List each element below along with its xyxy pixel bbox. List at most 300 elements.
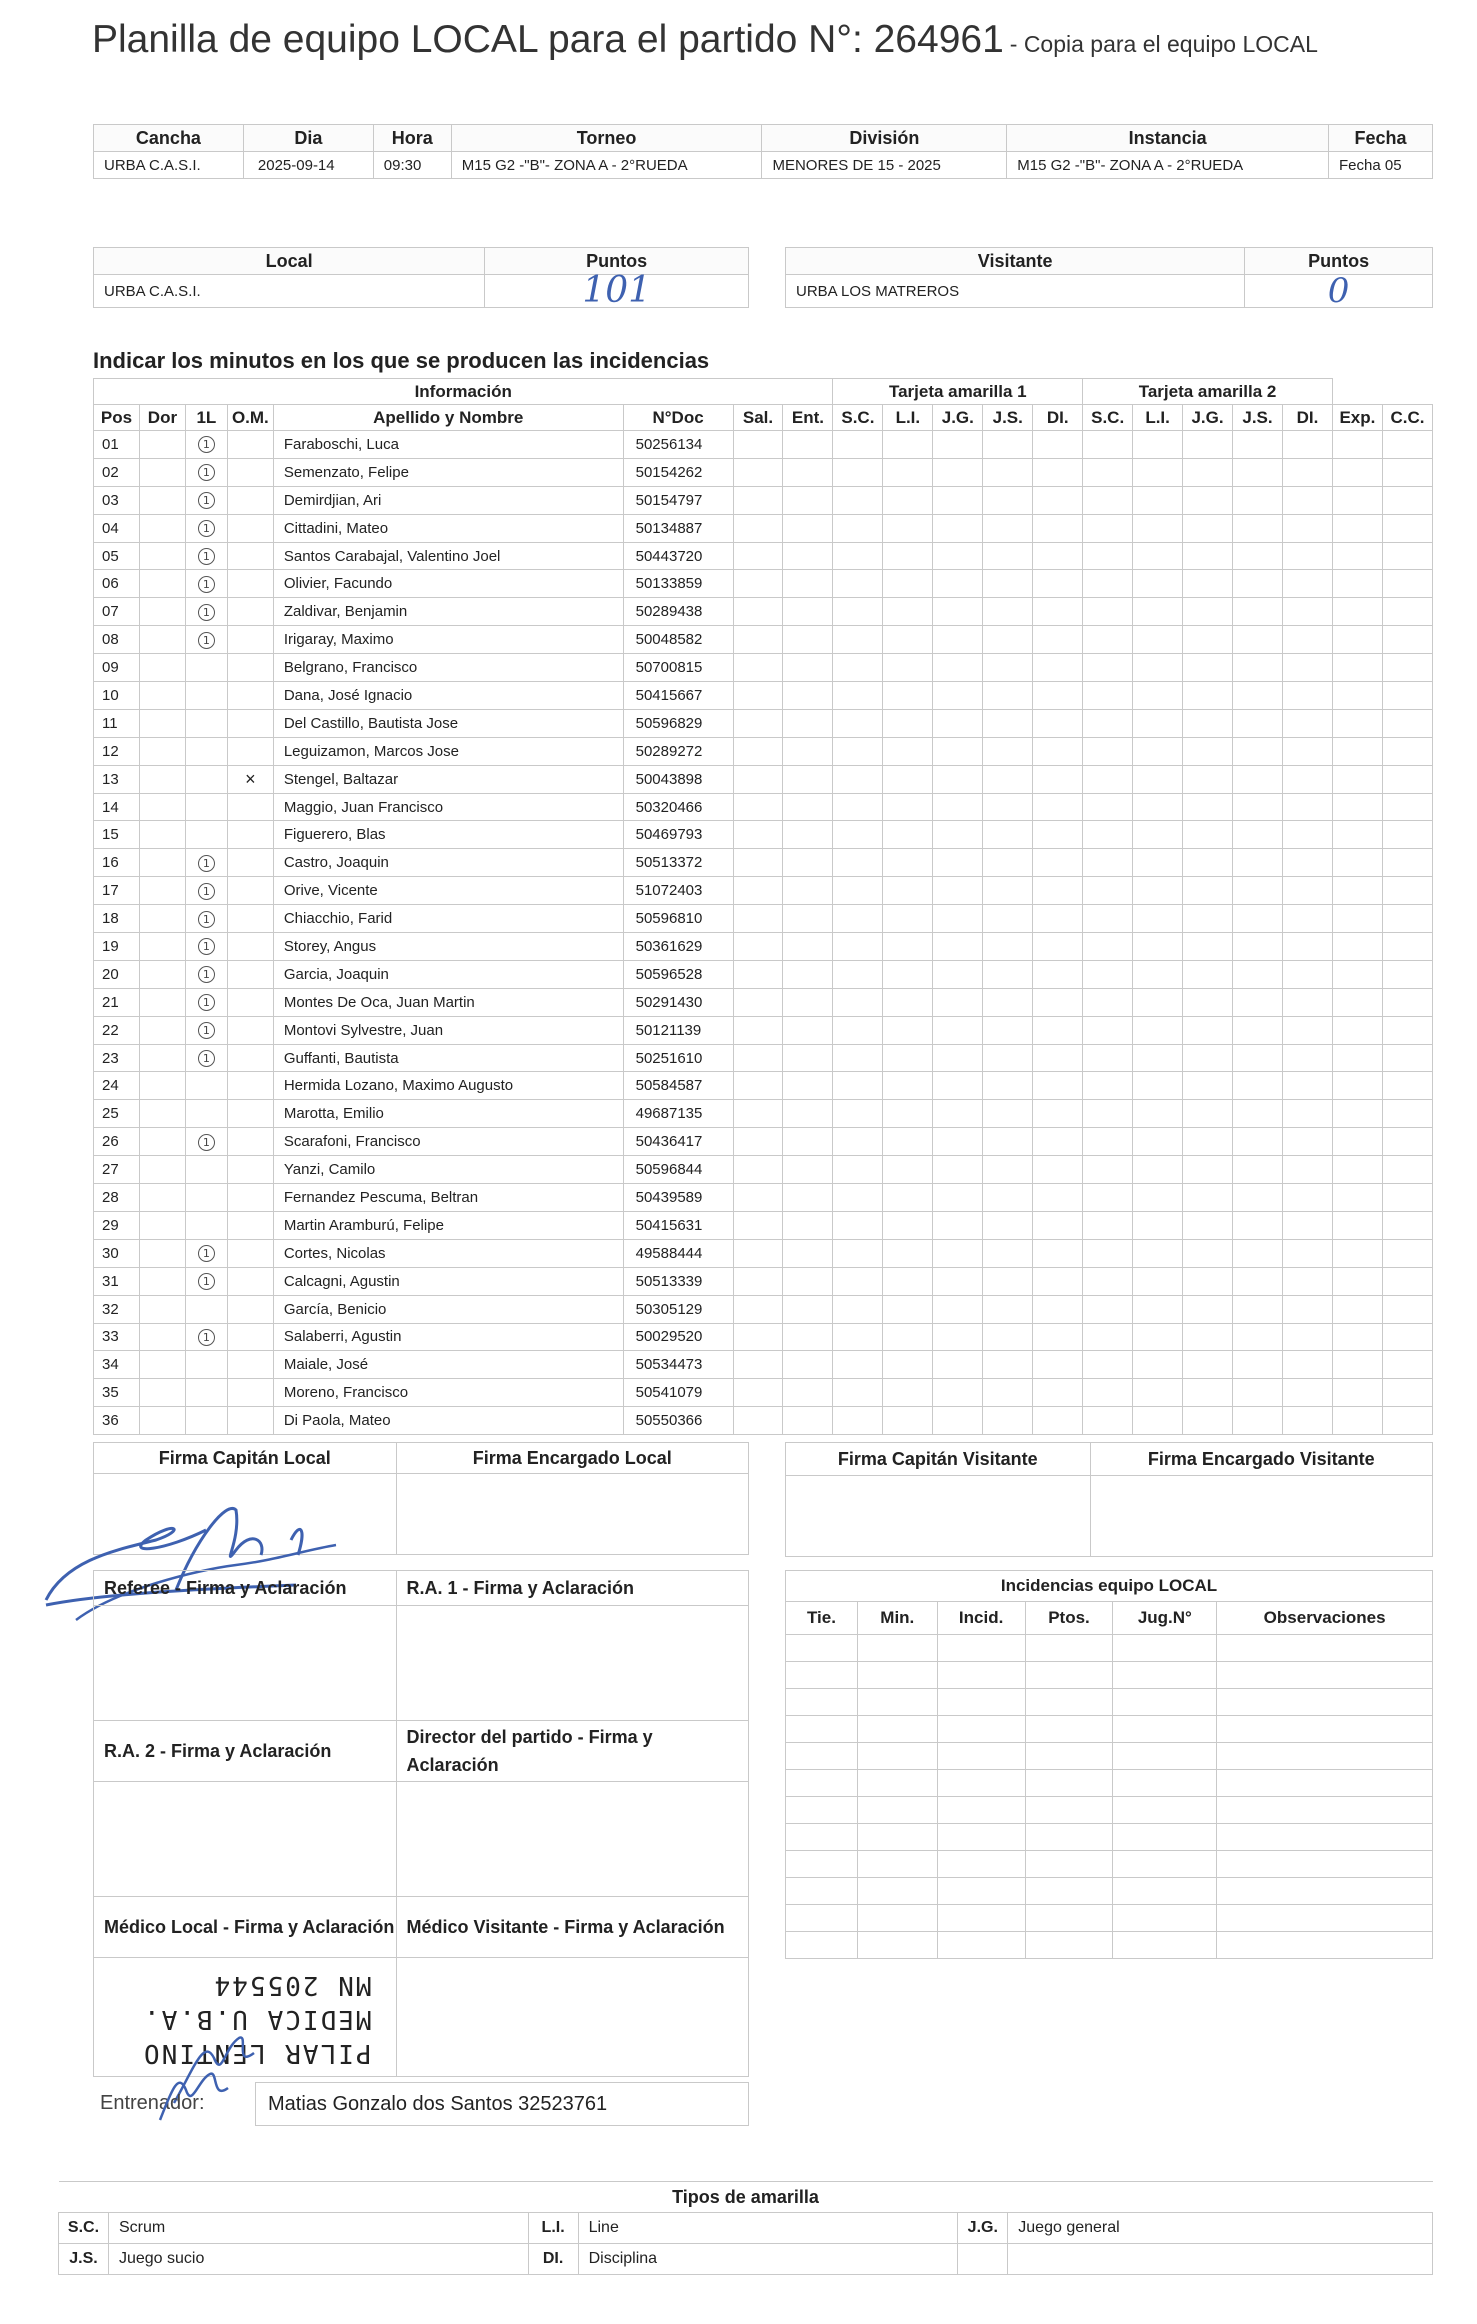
incident-cell[interactable] — [733, 849, 783, 877]
incident-cell[interactable] — [1133, 1407, 1183, 1435]
incident-cell[interactable] — [783, 1184, 833, 1212]
player-dor[interactable] — [139, 877, 185, 905]
capitan-visitante-signature-box[interactable] — [786, 1476, 1091, 1557]
incident-cell[interactable] — [1033, 542, 1083, 570]
incident-cell[interactable] — [1133, 1100, 1183, 1128]
incident-cell[interactable] — [1233, 1016, 1283, 1044]
incident-cell[interactable] — [1083, 514, 1133, 542]
incident-cell[interactable] — [833, 793, 883, 821]
incident-cell[interactable] — [1332, 765, 1382, 793]
incident-cell[interactable] — [1183, 821, 1233, 849]
incident-cell[interactable] — [1332, 626, 1382, 654]
player-first-line[interactable] — [185, 765, 227, 793]
incident-cell[interactable] — [1033, 1016, 1083, 1044]
player-dor[interactable] — [139, 1100, 185, 1128]
incident-cell[interactable] — [1183, 654, 1233, 682]
incident-cell[interactable] — [1382, 1295, 1432, 1323]
incident-cell[interactable] — [883, 793, 933, 821]
incident-cell[interactable] — [783, 570, 833, 598]
incident-cell[interactable] — [1033, 431, 1083, 459]
incident-cell[interactable] — [733, 1072, 783, 1100]
incident-cell[interactable] — [1033, 1100, 1083, 1128]
incident-cell[interactable] — [833, 849, 883, 877]
incident-cell[interactable] — [983, 1407, 1033, 1435]
incident-cell[interactable] — [833, 988, 883, 1016]
incident-cell[interactable] — [733, 821, 783, 849]
incident-cell[interactable] — [983, 933, 1033, 961]
incident-cell[interactable] — [1033, 1072, 1083, 1100]
incident-cell[interactable] — [1183, 682, 1233, 710]
incident-cell[interactable] — [1282, 431, 1332, 459]
incidencia-cell[interactable] — [786, 1824, 858, 1851]
incident-cell[interactable] — [1083, 1295, 1133, 1323]
incident-cell[interactable] — [1233, 1156, 1283, 1184]
incidencia-cell[interactable] — [1025, 1905, 1113, 1932]
incident-cell[interactable] — [1332, 1239, 1382, 1267]
incident-cell[interactable] — [1332, 570, 1382, 598]
incident-cell[interactable] — [1183, 1016, 1233, 1044]
incident-cell[interactable] — [933, 431, 983, 459]
incident-cell[interactable] — [933, 1016, 983, 1044]
incident-cell[interactable] — [983, 877, 1033, 905]
incident-cell[interactable] — [883, 905, 933, 933]
incidencia-cell[interactable] — [1217, 1635, 1433, 1662]
incidencia-cell[interactable] — [786, 1716, 858, 1743]
incident-cell[interactable] — [933, 570, 983, 598]
incident-cell[interactable] — [1133, 905, 1183, 933]
incident-cell[interactable] — [1033, 654, 1083, 682]
incident-cell[interactable] — [1083, 458, 1133, 486]
incident-cell[interactable] — [1233, 905, 1283, 933]
incident-cell[interactable] — [833, 1044, 883, 1072]
incident-cell[interactable] — [1382, 1072, 1432, 1100]
player-dor[interactable] — [139, 1267, 185, 1295]
incident-cell[interactable] — [983, 1128, 1033, 1156]
incident-cell[interactable] — [1033, 486, 1083, 514]
incident-cell[interactable] — [1133, 542, 1183, 570]
incident-cell[interactable] — [933, 598, 983, 626]
incident-cell[interactable] — [983, 737, 1033, 765]
incident-cell[interactable] — [1282, 709, 1332, 737]
incident-cell[interactable] — [1183, 1379, 1233, 1407]
incident-cell[interactable] — [983, 709, 1033, 737]
incident-cell[interactable] — [733, 514, 783, 542]
player-om[interactable] — [227, 821, 273, 849]
incident-cell[interactable] — [1282, 486, 1332, 514]
incidencia-cell[interactable] — [1025, 1797, 1113, 1824]
player-dor[interactable] — [139, 709, 185, 737]
player-dor[interactable] — [139, 1323, 185, 1351]
player-first-line[interactable] — [185, 1267, 227, 1295]
incident-cell[interactable] — [1183, 570, 1233, 598]
incidencia-cell[interactable] — [1025, 1689, 1113, 1716]
incident-cell[interactable] — [783, 1016, 833, 1044]
incidencia-cell[interactable] — [786, 1932, 858, 1959]
incident-cell[interactable] — [1382, 486, 1432, 514]
player-om[interactable] — [227, 988, 273, 1016]
incident-cell[interactable] — [733, 486, 783, 514]
incident-cell[interactable] — [1133, 933, 1183, 961]
incident-cell[interactable] — [1183, 1239, 1233, 1267]
incident-cell[interactable] — [833, 1295, 883, 1323]
player-dor[interactable] — [139, 1211, 185, 1239]
incident-cell[interactable] — [1282, 793, 1332, 821]
incident-cell[interactable] — [883, 570, 933, 598]
incident-cell[interactable] — [833, 1016, 883, 1044]
incident-cell[interactable] — [1133, 709, 1183, 737]
incident-cell[interactable] — [733, 765, 783, 793]
incident-cell[interactable] — [1183, 1351, 1233, 1379]
incident-cell[interactable] — [733, 933, 783, 961]
incident-cell[interactable] — [1233, 570, 1283, 598]
incident-cell[interactable] — [1083, 598, 1133, 626]
incident-cell[interactable] — [1133, 849, 1183, 877]
player-first-line[interactable] — [185, 737, 227, 765]
incident-cell[interactable] — [1133, 1351, 1183, 1379]
incident-cell[interactable] — [983, 1072, 1033, 1100]
incident-cell[interactable] — [1033, 1211, 1083, 1239]
incident-cell[interactable] — [833, 1239, 883, 1267]
player-om[interactable] — [227, 458, 273, 486]
incident-cell[interactable] — [1183, 626, 1233, 654]
incidencia-cell[interactable] — [1217, 1824, 1433, 1851]
incident-cell[interactable] — [1382, 1016, 1432, 1044]
incident-cell[interactable] — [983, 431, 1033, 459]
incidencia-cell[interactable] — [1025, 1932, 1113, 1959]
incident-cell[interactable] — [733, 654, 783, 682]
incident-cell[interactable] — [1133, 570, 1183, 598]
incident-cell[interactable] — [1332, 988, 1382, 1016]
incident-cell[interactable] — [733, 1156, 783, 1184]
incident-cell[interactable] — [883, 737, 933, 765]
incident-cell[interactable] — [1282, 1351, 1332, 1379]
incident-cell[interactable] — [783, 542, 833, 570]
incident-cell[interactable] — [1382, 1379, 1432, 1407]
player-dor[interactable] — [139, 988, 185, 1016]
player-om[interactable] — [227, 570, 273, 598]
incident-cell[interactable] — [833, 1072, 883, 1100]
incident-cell[interactable] — [1233, 709, 1283, 737]
incidencia-cell[interactable] — [857, 1662, 937, 1689]
incident-cell[interactable] — [983, 1323, 1033, 1351]
incident-cell[interactable] — [1133, 988, 1183, 1016]
player-first-line[interactable] — [185, 960, 227, 988]
player-om[interactable] — [227, 1184, 273, 1212]
incident-cell[interactable] — [733, 988, 783, 1016]
incident-cell[interactable] — [783, 709, 833, 737]
incident-cell[interactable] — [733, 431, 783, 459]
incident-cell[interactable] — [733, 598, 783, 626]
incident-cell[interactable] — [783, 598, 833, 626]
player-om[interactable] — [227, 1407, 273, 1435]
incidencia-cell[interactable] — [1217, 1905, 1433, 1932]
incident-cell[interactable] — [833, 1267, 883, 1295]
incident-cell[interactable] — [983, 1044, 1033, 1072]
incident-cell[interactable] — [1033, 1323, 1083, 1351]
incident-cell[interactable] — [833, 542, 883, 570]
incidencia-cell[interactable] — [786, 1905, 858, 1932]
player-om[interactable] — [227, 431, 273, 459]
incident-cell[interactable] — [1133, 626, 1183, 654]
incident-cell[interactable] — [933, 654, 983, 682]
encargado-visitante-signature-box[interactable] — [1090, 1476, 1432, 1557]
incident-cell[interactable] — [1382, 849, 1432, 877]
incident-cell[interactable] — [1033, 1407, 1083, 1435]
player-dor[interactable] — [139, 626, 185, 654]
incident-cell[interactable] — [733, 1239, 783, 1267]
player-dor[interactable] — [139, 431, 185, 459]
incident-cell[interactable] — [933, 1044, 983, 1072]
incident-cell[interactable] — [1083, 933, 1133, 961]
incident-cell[interactable] — [1332, 960, 1382, 988]
incident-cell[interactable] — [1183, 458, 1233, 486]
incident-cell[interactable] — [1382, 598, 1432, 626]
incident-cell[interactable] — [1133, 1016, 1183, 1044]
player-first-line[interactable] — [185, 626, 227, 654]
incident-cell[interactable] — [1282, 1211, 1332, 1239]
incident-cell[interactable] — [1083, 821, 1133, 849]
incident-cell[interactable] — [1183, 765, 1233, 793]
incident-cell[interactable] — [1282, 1100, 1332, 1128]
player-first-line[interactable] — [185, 1044, 227, 1072]
incident-cell[interactable] — [1033, 458, 1083, 486]
incidencia-cell[interactable] — [1113, 1824, 1217, 1851]
incident-cell[interactable] — [1033, 1156, 1083, 1184]
incidencia-cell[interactable] — [857, 1905, 937, 1932]
incident-cell[interactable] — [1233, 1184, 1283, 1212]
incident-cell[interactable] — [1133, 1072, 1183, 1100]
incident-cell[interactable] — [1083, 709, 1133, 737]
incident-cell[interactable] — [783, 458, 833, 486]
incident-cell[interactable] — [1033, 737, 1083, 765]
incident-cell[interactable] — [833, 709, 883, 737]
incident-cell[interactable] — [1332, 1267, 1382, 1295]
incident-cell[interactable] — [783, 1100, 833, 1128]
player-dor[interactable] — [139, 905, 185, 933]
incidencia-cell[interactable] — [786, 1770, 858, 1797]
incident-cell[interactable] — [833, 570, 883, 598]
incident-cell[interactable] — [983, 486, 1033, 514]
incident-cell[interactable] — [1233, 1044, 1283, 1072]
incident-cell[interactable] — [733, 877, 783, 905]
incident-cell[interactable] — [1282, 1295, 1332, 1323]
incident-cell[interactable] — [933, 1295, 983, 1323]
incident-cell[interactable] — [1133, 1184, 1183, 1212]
incident-cell[interactable] — [933, 626, 983, 654]
incidencia-cell[interactable] — [937, 1905, 1025, 1932]
incident-cell[interactable] — [1033, 626, 1083, 654]
incident-cell[interactable] — [933, 1156, 983, 1184]
player-first-line[interactable] — [185, 1072, 227, 1100]
incidencia-cell[interactable] — [857, 1878, 937, 1905]
incident-cell[interactable] — [1033, 821, 1083, 849]
incident-cell[interactable] — [1183, 1100, 1233, 1128]
incident-cell[interactable] — [833, 821, 883, 849]
player-om[interactable] — [227, 682, 273, 710]
incident-cell[interactable] — [1382, 542, 1432, 570]
incident-cell[interactable] — [1133, 765, 1183, 793]
incident-cell[interactable] — [1133, 793, 1183, 821]
player-first-line[interactable] — [185, 1156, 227, 1184]
incident-cell[interactable] — [733, 1407, 783, 1435]
incident-cell[interactable] — [1083, 1016, 1133, 1044]
incident-cell[interactable] — [1033, 988, 1083, 1016]
incident-cell[interactable] — [1282, 1072, 1332, 1100]
incident-cell[interactable] — [733, 709, 783, 737]
incident-cell[interactable] — [1382, 1128, 1432, 1156]
incident-cell[interactable] — [1033, 598, 1083, 626]
player-om[interactable] — [227, 849, 273, 877]
incidencia-cell[interactable] — [857, 1743, 937, 1770]
incident-cell[interactable] — [833, 514, 883, 542]
incident-cell[interactable] — [833, 877, 883, 905]
incident-cell[interactable] — [1083, 1128, 1133, 1156]
incidencia-cell[interactable] — [857, 1689, 937, 1716]
player-dor[interactable] — [139, 1044, 185, 1072]
incident-cell[interactable] — [1083, 654, 1133, 682]
incident-cell[interactable] — [1382, 793, 1432, 821]
incident-cell[interactable] — [983, 793, 1033, 821]
incident-cell[interactable] — [833, 1184, 883, 1212]
incident-cell[interactable] — [783, 1239, 833, 1267]
player-first-line[interactable] — [185, 458, 227, 486]
player-om[interactable] — [227, 1379, 273, 1407]
player-dor[interactable] — [139, 514, 185, 542]
player-dor[interactable] — [139, 765, 185, 793]
player-om[interactable] — [227, 514, 273, 542]
incident-cell[interactable] — [983, 988, 1033, 1016]
player-om[interactable] — [227, 905, 273, 933]
incident-cell[interactable] — [933, 514, 983, 542]
incident-cell[interactable] — [933, 793, 983, 821]
incident-cell[interactable] — [733, 1100, 783, 1128]
incident-cell[interactable] — [883, 1072, 933, 1100]
incident-cell[interactable] — [1282, 849, 1332, 877]
incident-cell[interactable] — [1332, 1156, 1382, 1184]
incident-cell[interactable] — [933, 709, 983, 737]
incident-cell[interactable] — [1233, 1239, 1283, 1267]
incident-cell[interactable] — [1332, 1211, 1382, 1239]
incident-cell[interactable] — [1282, 765, 1332, 793]
incident-cell[interactable] — [883, 1407, 933, 1435]
incident-cell[interactable] — [1233, 598, 1283, 626]
incident-cell[interactable] — [883, 1100, 933, 1128]
incident-cell[interactable] — [783, 1295, 833, 1323]
incident-cell[interactable] — [933, 1407, 983, 1435]
incidencia-cell[interactable] — [937, 1797, 1025, 1824]
incident-cell[interactable] — [783, 1128, 833, 1156]
incident-cell[interactable] — [1083, 431, 1133, 459]
incident-cell[interactable] — [1282, 626, 1332, 654]
incident-cell[interactable] — [1382, 1044, 1432, 1072]
incident-cell[interactable] — [1282, 905, 1332, 933]
incidencia-cell[interactable] — [786, 1689, 858, 1716]
incident-cell[interactable] — [1083, 1184, 1133, 1212]
incident-cell[interactable] — [983, 458, 1033, 486]
incident-cell[interactable] — [1382, 1211, 1432, 1239]
incident-cell[interactable] — [1332, 458, 1382, 486]
incident-cell[interactable] — [1233, 877, 1283, 905]
incident-cell[interactable] — [1133, 431, 1183, 459]
incident-cell[interactable] — [1282, 1016, 1332, 1044]
incidencia-cell[interactable] — [786, 1743, 858, 1770]
incident-cell[interactable] — [1083, 737, 1133, 765]
incident-cell[interactable] — [1382, 431, 1432, 459]
incident-cell[interactable] — [733, 1323, 783, 1351]
incident-cell[interactable] — [733, 737, 783, 765]
incident-cell[interactable] — [1233, 849, 1283, 877]
incident-cell[interactable] — [833, 1323, 883, 1351]
incident-cell[interactable] — [1033, 1351, 1083, 1379]
incident-cell[interactable] — [1282, 988, 1332, 1016]
player-om[interactable] — [227, 1351, 273, 1379]
incident-cell[interactable] — [883, 933, 933, 961]
incident-cell[interactable] — [833, 933, 883, 961]
player-first-line[interactable] — [185, 1407, 227, 1435]
incident-cell[interactable] — [733, 1128, 783, 1156]
incidencia-cell[interactable] — [1113, 1878, 1217, 1905]
incident-cell[interactable] — [1233, 1379, 1283, 1407]
incident-cell[interactable] — [983, 1184, 1033, 1212]
capitan-local-signature-box[interactable] — [94, 1474, 397, 1555]
incident-cell[interactable] — [1133, 458, 1183, 486]
incident-cell[interactable] — [1183, 542, 1233, 570]
incident-cell[interactable] — [983, 542, 1033, 570]
incident-cell[interactable] — [783, 960, 833, 988]
player-om[interactable] — [227, 1044, 273, 1072]
incident-cell[interactable] — [1233, 933, 1283, 961]
incident-cell[interactable] — [783, 1407, 833, 1435]
incident-cell[interactable] — [883, 1295, 933, 1323]
player-first-line[interactable] — [185, 1128, 227, 1156]
incident-cell[interactable] — [883, 1239, 933, 1267]
incident-cell[interactable] — [1382, 654, 1432, 682]
incident-cell[interactable] — [1083, 682, 1133, 710]
incident-cell[interactable] — [1033, 1379, 1083, 1407]
incidencia-cell[interactable] — [1113, 1635, 1217, 1662]
incident-cell[interactable] — [1233, 458, 1283, 486]
player-first-line[interactable] — [185, 1016, 227, 1044]
player-first-line[interactable] — [185, 849, 227, 877]
incidencia-cell[interactable] — [937, 1851, 1025, 1878]
incident-cell[interactable] — [1282, 542, 1332, 570]
incident-cell[interactable] — [1133, 486, 1183, 514]
incident-cell[interactable] — [1233, 1072, 1283, 1100]
incident-cell[interactable] — [1233, 1128, 1283, 1156]
incidencia-cell[interactable] — [937, 1770, 1025, 1797]
incident-cell[interactable] — [1083, 877, 1133, 905]
incident-cell[interactable] — [1282, 877, 1332, 905]
incident-cell[interactable] — [733, 960, 783, 988]
incident-cell[interactable] — [1183, 1128, 1233, 1156]
incident-cell[interactable] — [1033, 877, 1083, 905]
incident-cell[interactable] — [1233, 821, 1283, 849]
incidencia-cell[interactable] — [1113, 1932, 1217, 1959]
incident-cell[interactable] — [1332, 933, 1382, 961]
incident-cell[interactable] — [1233, 765, 1283, 793]
player-om[interactable] — [227, 877, 273, 905]
incident-cell[interactable] — [1233, 1407, 1283, 1435]
incident-cell[interactable] — [783, 793, 833, 821]
incidencia-cell[interactable] — [1025, 1824, 1113, 1851]
incidencia-cell[interactable] — [857, 1932, 937, 1959]
incident-cell[interactable] — [1183, 1156, 1233, 1184]
player-dor[interactable] — [139, 1239, 185, 1267]
player-dor[interactable] — [139, 1379, 185, 1407]
incident-cell[interactable] — [983, 1156, 1033, 1184]
incident-cell[interactable] — [833, 765, 883, 793]
incident-cell[interactable] — [1083, 1323, 1133, 1351]
